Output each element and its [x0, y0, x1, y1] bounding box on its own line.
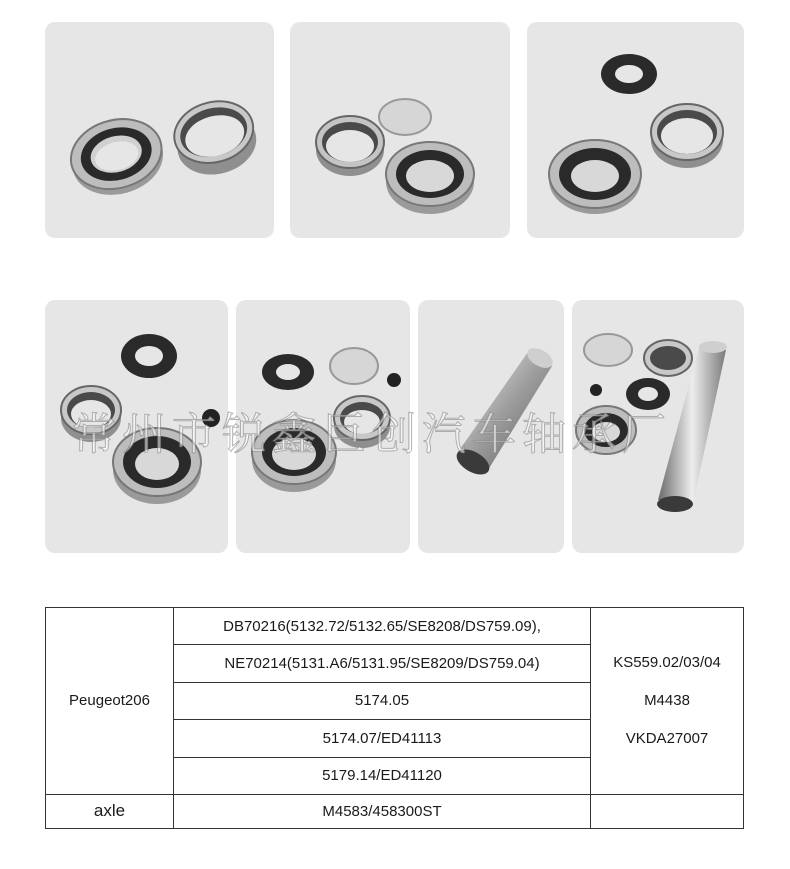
axle-kit-cell [591, 794, 744, 828]
full-kit-illustration [572, 300, 744, 553]
product-photo-7 [572, 300, 744, 553]
vehicle-model-cell: Peugeot206 [46, 608, 174, 795]
product-photo-4 [45, 300, 228, 553]
part-number-cell: NE70214(5131.A6/5131.95/SE8209/DS759.04) [174, 645, 591, 682]
kit-number: VKDA27007 [625, 729, 709, 747]
part-number-cell: M4583/458300ST [174, 794, 591, 828]
axle-label-cell: axle [46, 794, 174, 828]
table-row [46, 608, 744, 645]
part-number-cell: 5174.05 [174, 682, 591, 719]
bearing-seal-pin-illustration [45, 300, 228, 553]
bearing-and-ring-illustration [45, 22, 274, 238]
product-photo-5 [236, 300, 410, 553]
bearing-kit-illustration [236, 300, 410, 553]
kit-number: M4438 [644, 691, 690, 709]
part-number-cell: DB70216(5132.72/5132.65/SE8208/DS759.09), [174, 608, 591, 645]
part-number-cell: 5174.07/ED41113 [174, 720, 591, 757]
bearing-cap-ring-illustration [290, 22, 510, 238]
product-photo-2 [290, 22, 510, 238]
product-photo-3 [527, 22, 744, 238]
product-photo-6 [418, 300, 564, 553]
bearing-seal-ring-illustration [527, 22, 744, 238]
part-spec-table [45, 607, 744, 829]
company-watermark: 常州市锐鑫巨创汽车轴承厂 [72, 409, 672, 460]
kit-numbers-cell [591, 608, 744, 795]
table-row [46, 794, 744, 828]
axle-shaft-illustration [418, 300, 564, 553]
product-photo-1 [45, 22, 274, 238]
kit-number: KS559.02/03/04 [613, 653, 721, 671]
part-number-cell: 5179.14/ED41120 [174, 757, 591, 794]
